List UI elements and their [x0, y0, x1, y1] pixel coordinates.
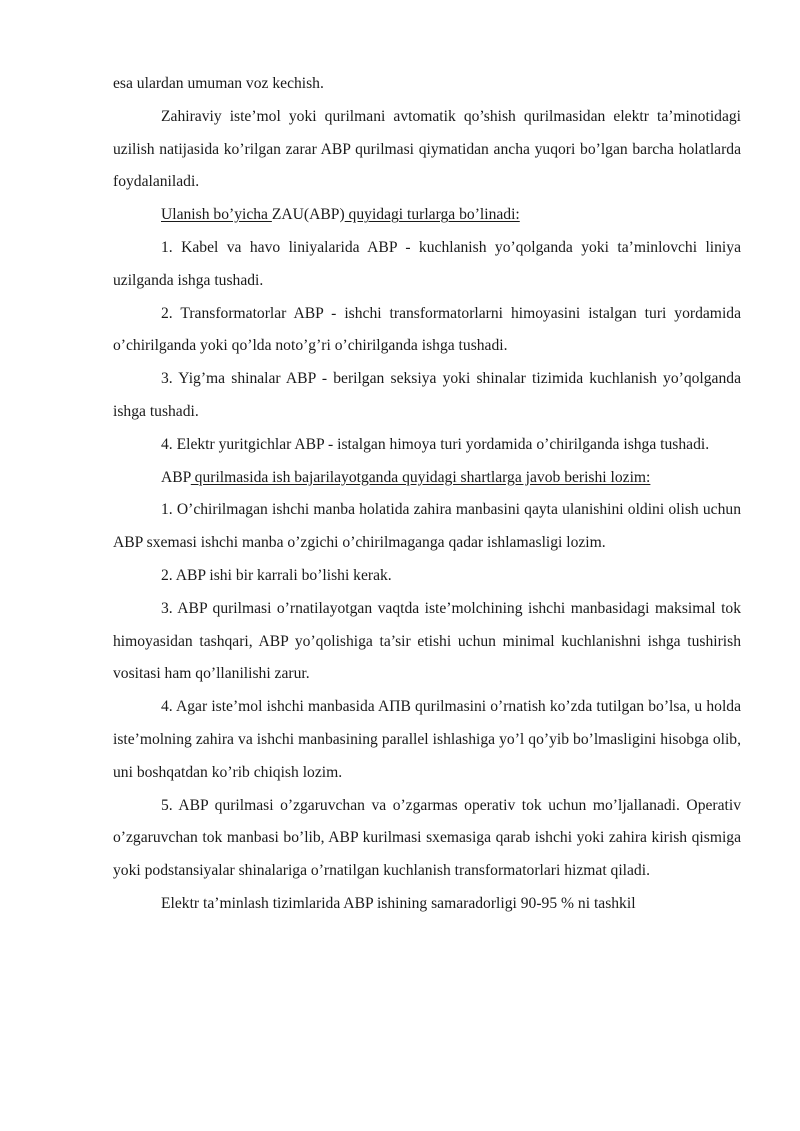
heading-requirements-part2: qurilmasida ish bajarilayotganda quyidagi shartlarga javob berishi lozim:	[190, 468, 651, 486]
requirement-item-4: 4. Agar iste’mol ishchi manbasida AПВ qurilmasini o’rnatish ko’zda tutilgan bo’lsa, u holda iste’molning zahira va ishchi manbasining parallel ishlashiga yo’l qo’yib bo’lmasligini hisobga olib, uni boshqatdan ko’rib chiqish lozim.	[113, 698, 741, 781]
requirement-item-2: 2. ABP ishi bir karrali bo’lishi kerak.	[161, 566, 392, 584]
paragraph-reserve-usage: Zahiraviy iste’mol yoki qurilmani avtomatik qo’shish qurilmasidan elektr ta’minotidagi uzilish natijasida ko’rilgan zarar ABP qurilmasi qiymatidan ancha yuqori bo’lgan barcha holatlarda foydalaniladi.	[113, 107, 741, 191]
requirement-item-3: 3. ABP qurilmasi o’rnatilayotgan vaqtda iste’molchining ishchi manbasidagi maksimal tok himoyasidan tashqari, ABP yo’qolishiga ta’sir etishi uchun minimal kuchlanishni ishga tushirish vositasi ham qo’llanilishi zarur.	[113, 599, 741, 683]
heading-connection-types	[113, 199, 741, 232]
list-item-electric-drives: 4. Elektr yuritgichlar ABP - istalgan himoya turi yordamida o’chirilganda ishga tushadi.	[161, 435, 710, 453]
paragraph-continuation: esa ulardan umuman voz kechish.	[113, 75, 324, 92]
heading-connection-types-part1: Ulanish bo’yicha	[161, 206, 272, 224]
heading-connection-types-part3: quyidagi turlarga bo’linadi:	[344, 206, 520, 224]
heading-requirements	[113, 462, 741, 495]
paragraph-efficiency: Elektr ta’minlash tizimlarida ABP ishining samaradorligi 90-95 % ni tashkil	[161, 894, 636, 912]
heading-requirements-part1: ABP	[161, 468, 191, 486]
list-item-transformers: 2. Transformatorlar ABP - ishchi transformatorlarni himoyasini istalgan turi yordamida o’chirilganda yoki qo’lda noto’g’ri o’chirilganda ishga tushadi.	[113, 304, 741, 355]
list-item-cable-lines: 1. Kabel va havo liniyalarida ABP - kuchlanish yo’qolganda yoki ta’minlovchi liniya uzilganda ishga tushadi.	[113, 238, 741, 289]
heading-connection-types-part2: ZAU(ABP)	[271, 206, 345, 224]
requirement-item-5: 5. ABP qurilmasi o’zgaruvchan va o’zgarmas operativ tok uchun mo’ljallanadi. Operativ o’zgaruvchan tok manbasi bo’lib, ABP kurilmasi sxemasiga qarab ishchi yoki zahira kirish qismiga yoki podstansiyalar shinalariga o’rnatilgan kuchlanish transformatorlari hizmat qiladi.	[113, 796, 741, 880]
document-page	[113, 68, 741, 921]
list-item-busbars: 3. Yig’ma shinalar ABP - berilgan seksiya yoki shinalar tizimida kuchlanish yo’qolganda ishga tushadi.	[113, 370, 741, 420]
requirement-item-1: 1. O’chirilmagan ishchi manba holatida zahira manbasini qayta ulanishini oldini olish uchun ABP sxemasi ishchi manba o’zgichi o’chirilmaganga qadar ishlamasligi lozim.	[113, 501, 741, 552]
